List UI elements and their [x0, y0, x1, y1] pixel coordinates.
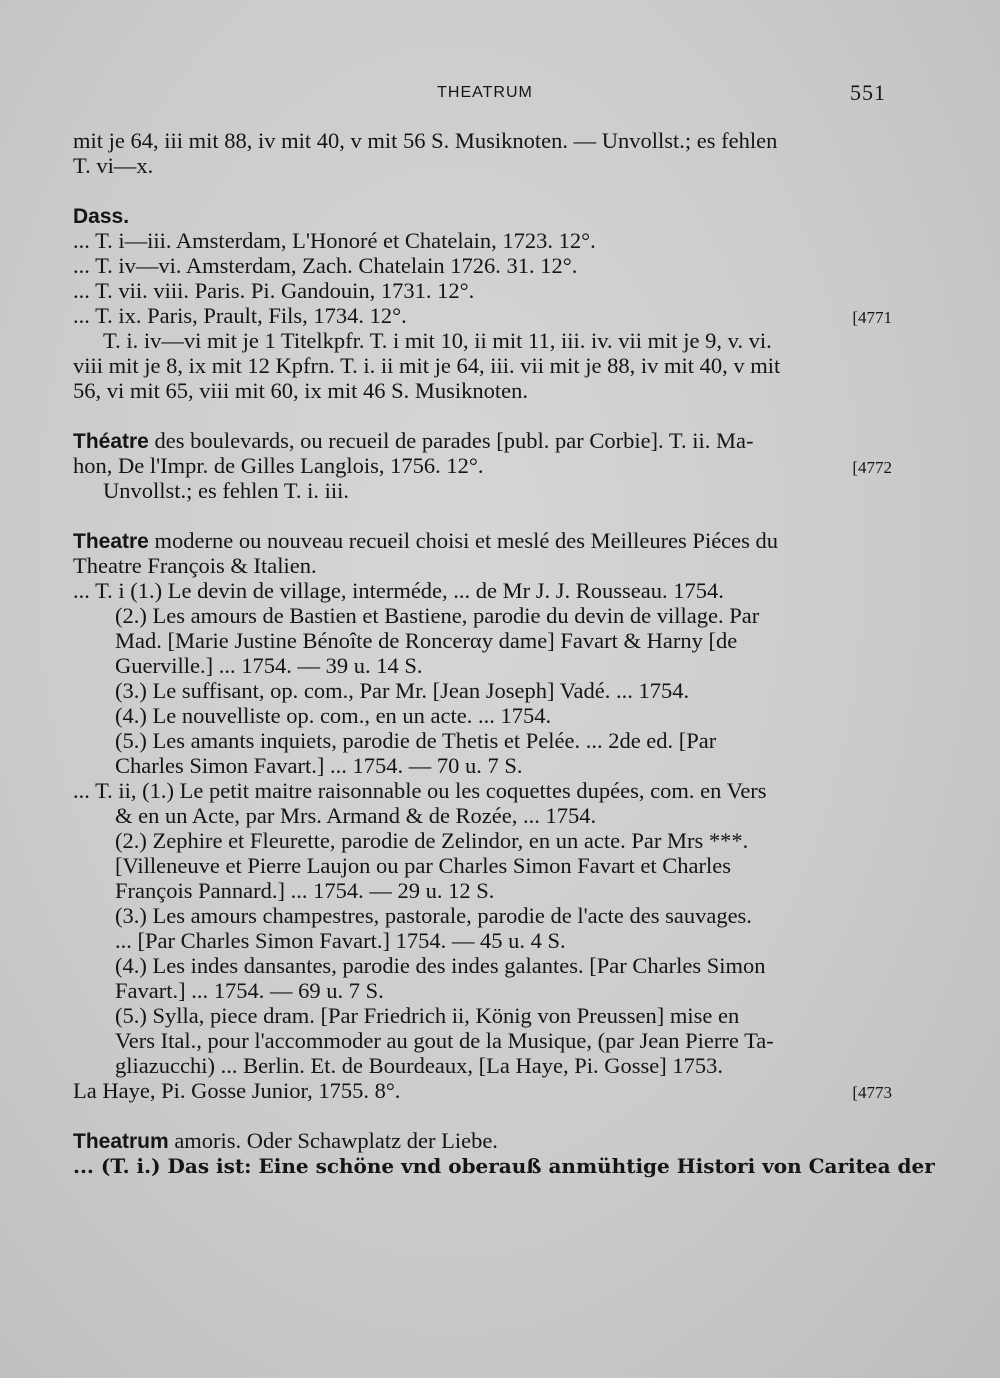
line-text: & en un Acte, par Mrs. Armand & de Rozée, ... 1754.: [115, 803, 597, 828]
page-number: 551: [850, 80, 886, 105]
line-text: T. vi—x.: [73, 153, 154, 178]
line-text: Charles Simon Favart.] ... 1754. — 70 u. 7 S.: [115, 753, 523, 778]
catalog-entry-theatrum-amoris: [73, 1128, 935, 1178]
line-text: (5.) Sylla, piece dram. [Par Friedrich ii, König von Preussen] mise en: [115, 1003, 740, 1028]
line-text: (2.) Les amours de Bastien et Bastiene, parodie du devin de village. Par: [115, 603, 760, 628]
entry-line: [73, 728, 896, 753]
entry-line: [73, 828, 896, 853]
entry-heading-line: [73, 428, 896, 453]
entry-line: [73, 678, 896, 703]
line-text: viii mit je 8, ix mit 12 Kpfrn. T. i. ii mit je 64, iii. vii mit je 88, iv mit 40, v mit: [73, 353, 781, 378]
line-text: François Pannard.] ... 1754. — 29 u. 12 S.: [115, 878, 495, 903]
entry-line: [73, 453, 896, 478]
entry-line: [73, 303, 896, 328]
entry-keyword: Theatrum: [73, 1130, 169, 1153]
entry-line: [73, 978, 896, 1003]
entry-line: [73, 753, 896, 778]
entry-keyword: Dass.: [73, 205, 130, 228]
entry-line: [73, 153, 896, 178]
line-text: Mad. [Marie Justine Bénoîte de Roncerαy dame] Favart & Harny [de: [115, 628, 738, 653]
line-text: (3.) Le suffisant, op. com., Par Mr. [Jean Joseph] Vadé. ... 1754.: [115, 678, 690, 703]
line-text: (2.) Zephire et Fleurette, parodie de Zelindor, en un acte. Par Mrs ***.: [115, 828, 749, 853]
line-text: Favart.] ... 1754. — 69 u. 7 S.: [115, 978, 384, 1003]
line-text: gliazucchi) ... Berlin. Et. de Bourdeaux, [La Haye, Pi. Gosse] 1753.: [115, 1053, 723, 1078]
line-text: ... T. ii, (1.) Le petit maitre raisonnable ou les coquettes dupées, com. en Vers: [73, 778, 767, 803]
line-text: des boulevards, ou recueil de parades [publ. par Corbie]. T. ii. Ma-: [148, 428, 754, 453]
catalog-entry-dass: [73, 203, 896, 403]
line-text: (4.) Les indes dansantes, parodie des indes galantes. [Par Charles Simon: [115, 953, 766, 978]
entry-line: [73, 703, 896, 728]
entry-note-line: [73, 328, 896, 353]
line-text: [Villeneuve et Pierre Laujon ou par Charles Simon Favart et Charles: [115, 853, 731, 878]
running-title: THEATRUM: [437, 84, 533, 101]
entry-line: [73, 1078, 896, 1103]
entry-line: [73, 128, 896, 153]
entry-line: [73, 878, 896, 903]
line-text: hon, De l'Impr. de Gilles Langlois, 1756. 12°.: [73, 453, 484, 478]
entry-line: [73, 278, 896, 303]
entry-line: [73, 1153, 935, 1178]
entry-note-line: [73, 378, 896, 403]
catalog-entry-theatre-moderne: [73, 528, 896, 1103]
line-text: amoris. Oder Schawplatz der Liebe.: [168, 1128, 498, 1153]
line-text: Guerville.] ... 1754. — 39 u. 14 S.: [115, 653, 423, 678]
line-text: Vers Ital., pour l'accommoder au gout de la Musique, (par Jean Pierre Ta-: [115, 1028, 774, 1053]
entry-line: [73, 253, 896, 278]
entry-line: [73, 653, 896, 678]
line-text: ... T. i—iii. Amsterdam, L'Honoré et Chatelain, 1723. 12°.: [73, 228, 596, 253]
line-text: ... T. vii. viii. Paris. Pi. Gandouin, 1731. 12°.: [73, 278, 475, 303]
entry-line: [73, 1053, 896, 1078]
entry-line: [73, 578, 896, 603]
entry-heading-line: [73, 528, 896, 553]
line-text: (4.) Le nouvelliste op. com., en un acte. ... 1754.: [115, 703, 552, 728]
line-text: moderne ou nouveau recueil choisi et meslé des Meilleures Piéces du: [148, 528, 779, 553]
catalog-number: [4771: [852, 308, 892, 327]
line-text: 56, vi mit 65, viii mit 60, ix mit 46 S. Musiknoten.: [73, 378, 529, 403]
entry-line: [73, 1003, 896, 1028]
catalog-entry-theatre-boulevards: [73, 428, 896, 503]
entry-heading-line: [73, 1128, 896, 1153]
line-text: (5.) Les amants inquiets, parodie de Thetis et Pelée. ... 2de ed. [Par: [115, 728, 717, 753]
entry-line: [73, 1028, 896, 1053]
entry-keyword: Théatre: [73, 430, 149, 453]
line-text: ... [Par Charles Simon Favart.] 1754. — 45 u. 4 S.: [115, 928, 566, 953]
entry-line: [73, 853, 896, 878]
line-text: ... T. ix. Paris, Prault, Fils, 1734. 12°.: [73, 303, 407, 328]
line-text: ... T. i (1.) Le devin de village, interméde, ... de Mr J. J. Rousseau. 1754.: [73, 578, 724, 603]
line-text: La Haye, Pi. Gosse Junior, 1755. 8°.: [73, 1078, 401, 1103]
entry-line: [73, 228, 896, 253]
entry-line: [73, 553, 896, 578]
line-text: (3.) Les amours champestres, pastorale, parodie de l'acte des sauvages.: [115, 903, 752, 928]
entry-line: [73, 928, 896, 953]
entry-line: [73, 903, 896, 928]
line-text-blackletter: ... (T. i.) Das ist: Eine schöne vnd oberauß anmühtige Histori von Caritea der: [73, 1154, 935, 1178]
entry-line: [73, 603, 896, 628]
catalog-number: [4772: [852, 458, 892, 477]
entry-line: [73, 953, 896, 978]
line-text: Theatre François & Italien.: [73, 553, 317, 578]
catalog-number: [4773: [852, 1083, 892, 1102]
entry-line: [73, 803, 896, 828]
entry-heading-line: [73, 203, 896, 228]
catalog-entry-continuation: [73, 128, 896, 178]
catalog-entries: [73, 128, 935, 1203]
line-text: mit je 64, iii mit 88, iv mit 40, v mit 56 S. Musiknoten. — Unvollst.; es fehlen: [73, 128, 778, 153]
entry-line: [73, 628, 896, 653]
line-text: ... T. iv—vi. Amsterdam, Zach. Chatelain 1726. 31. 12°.: [73, 253, 578, 278]
line-text: Unvollst.; es fehlen T. i. iii.: [103, 478, 350, 503]
line-text: T. i. iv—vi mit je 1 Titelkpfr. T. i mit 10, ii mit 11, iii. iv. vii mit je 9, v. vi.: [103, 328, 772, 353]
entry-note-line: [73, 478, 896, 503]
entry-line: [73, 778, 896, 803]
entry-keyword: Theatre: [73, 530, 149, 553]
entry-note-line: [73, 353, 896, 378]
